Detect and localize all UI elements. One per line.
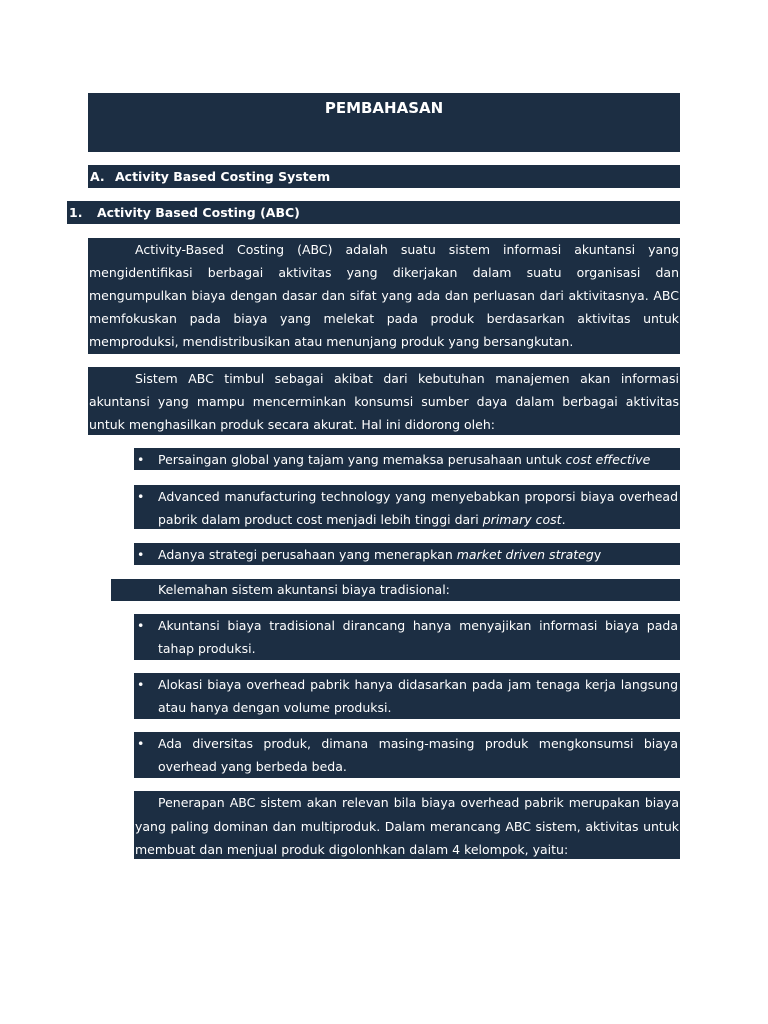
list-item: • Akuntansi biaya tradisional dirancang hanya menyajikan informasi biaya pada tahap produksi. bbox=[134, 614, 680, 660]
list-item: • Ada diversitas produk, dimana masing-masing produk mengkonsumsi biaya overhead yang berbeda beda. bbox=[134, 732, 680, 778]
section-1-heading bbox=[67, 201, 680, 224]
paragraph-2-text: Sistem ABC timbul sebagai akibat dari kebutuhan manajemen akan informasi akuntansi yang mampu mencerminkan konsumsi sumber daya dalam berbagai aktivitas untuk menghasilkan produk secara akurat. Hal ini didorong oleh: bbox=[89, 371, 679, 432]
title-block bbox=[88, 93, 680, 152]
bullet-icon: • bbox=[137, 452, 145, 467]
list-item: • Alokasi biaya overhead pabrik hanya didasarkan pada jam tenaga kerja langsung atau hanya dengan volume produksi. bbox=[134, 673, 680, 719]
paragraph-abc-definition bbox=[88, 238, 680, 354]
section-a-label: Activity Based Costing System bbox=[115, 169, 331, 184]
paragraph-abc-origin bbox=[88, 367, 680, 435]
section-1-number: 1. bbox=[69, 205, 83, 220]
section-1-label: Activity Based Costing (ABC) bbox=[97, 205, 300, 220]
page-title: PEMBAHASAN bbox=[324, 99, 444, 117]
list-item: • Advanced manufacturing technology yang menyebabkan proporsi biaya overhead pabrik dalam product cost menjadi lebih tinggi dari primary cost. bbox=[134, 485, 680, 529]
section-a-number: A. bbox=[90, 169, 105, 184]
bullet-icon: • bbox=[137, 736, 145, 751]
list-item: • Adanya strategi perusahaan yang menerapkan market driven strategy bbox=[134, 543, 680, 565]
bullet-icon: • bbox=[137, 547, 145, 562]
paragraph-1-text: Activity-Based Costing (ABC) adalah suatu sistem informasi akuntansi yang mengidentifikasi berbagai aktivitas yang dikerjakan dalam suatu organisasi dan mengumpulkan biaya dengan dasar dan sifat yang ada dan perluasan dari aktivitasnya. ABC memfokuskan pada biaya yang melekat pada produk berdasarkan aktivitas untuk memproduksi, mendistribusikan atau menunjang produk yang bersangkutan. bbox=[89, 242, 679, 349]
section-a-heading bbox=[88, 165, 680, 188]
bullet-icon: • bbox=[137, 677, 145, 692]
weakness-heading: Kelemahan sistem akuntansi biaya tradisional: bbox=[111, 579, 680, 601]
list-item: • Persaingan global yang tajam yang memaksa perusahaan untuk cost effective bbox=[134, 448, 680, 470]
bullet-icon: • bbox=[137, 489, 145, 504]
bullet-icon: • bbox=[137, 618, 145, 633]
paragraph-abc-application bbox=[134, 791, 680, 859]
paragraph-3-text: Penerapan ABC sistem akan relevan bila biaya overhead pabrik merupakan biaya yang paling dominan dan multiproduk. Dalam merancang ABC sistem, aktivitas untuk membuat dan menjual produk digolonhkan dalam 4 kelompok, yaitu: bbox=[135, 795, 679, 857]
